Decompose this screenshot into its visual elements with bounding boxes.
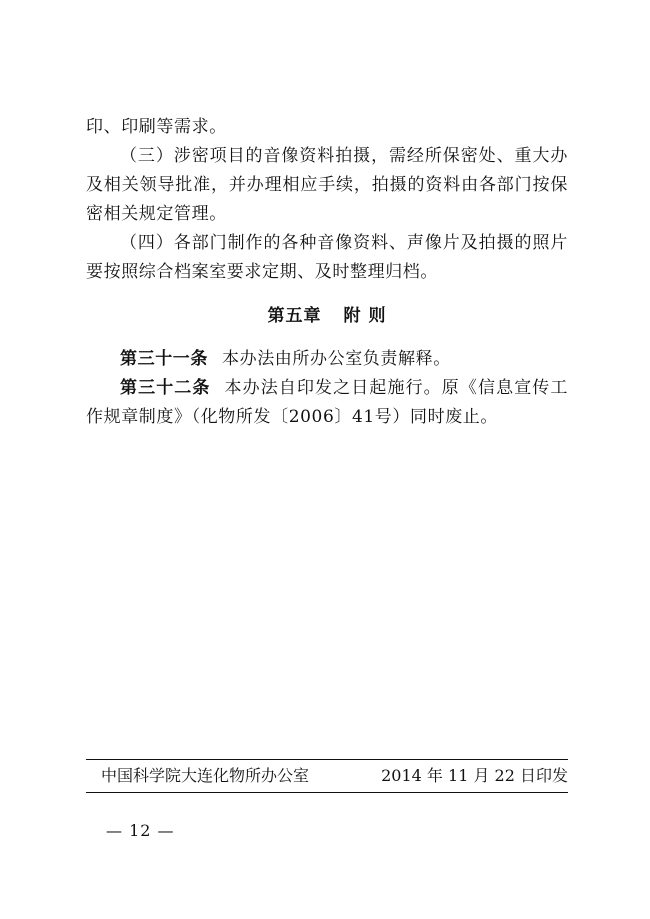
footer-bottom-rule (86, 792, 568, 793)
chapter-number: 第五章 (267, 306, 322, 326)
footer-issuance-row (101, 764, 568, 788)
footer-issuer: 中国科学院大连化物所办公室 (101, 766, 310, 785)
footer-date: 2014 年 11 月 22 日印发 (381, 766, 568, 785)
article-32-text: 本办法自印发之日起施行。原《信息宣传工作规章制度》（化物所发〔2006〕41号）同时废止。 (86, 378, 569, 427)
chapter-heading (86, 302, 568, 331)
chapter-title: 附 则 (343, 306, 387, 326)
footer-top-rule (86, 759, 568, 760)
article-32-number: 第三十二条 (120, 378, 211, 398)
paragraph-item-3: （三）涉密项目的音像资料拍摄，需经所保密处、重大办及相关领导批准，并办理相应手续，拍摄的资料由各部门按保密相关规定管理。 (86, 146, 568, 224)
article-31-text: 本办法由所办公室负责解释。 (222, 349, 451, 369)
page-number: — 12 — (106, 821, 175, 840)
document-body (86, 113, 568, 432)
article-31-number: 第三十一条 (120, 349, 208, 369)
article-31 (86, 345, 568, 374)
article-32 (86, 374, 568, 432)
paragraph-continuation: 印、印刷等需求。 (86, 117, 227, 137)
paragraph-item-4: （四）各部门制作的各种音像资料、声像片及拍摄的照片要按照综合档案室要求定期、及时整理归档。 (86, 233, 568, 282)
